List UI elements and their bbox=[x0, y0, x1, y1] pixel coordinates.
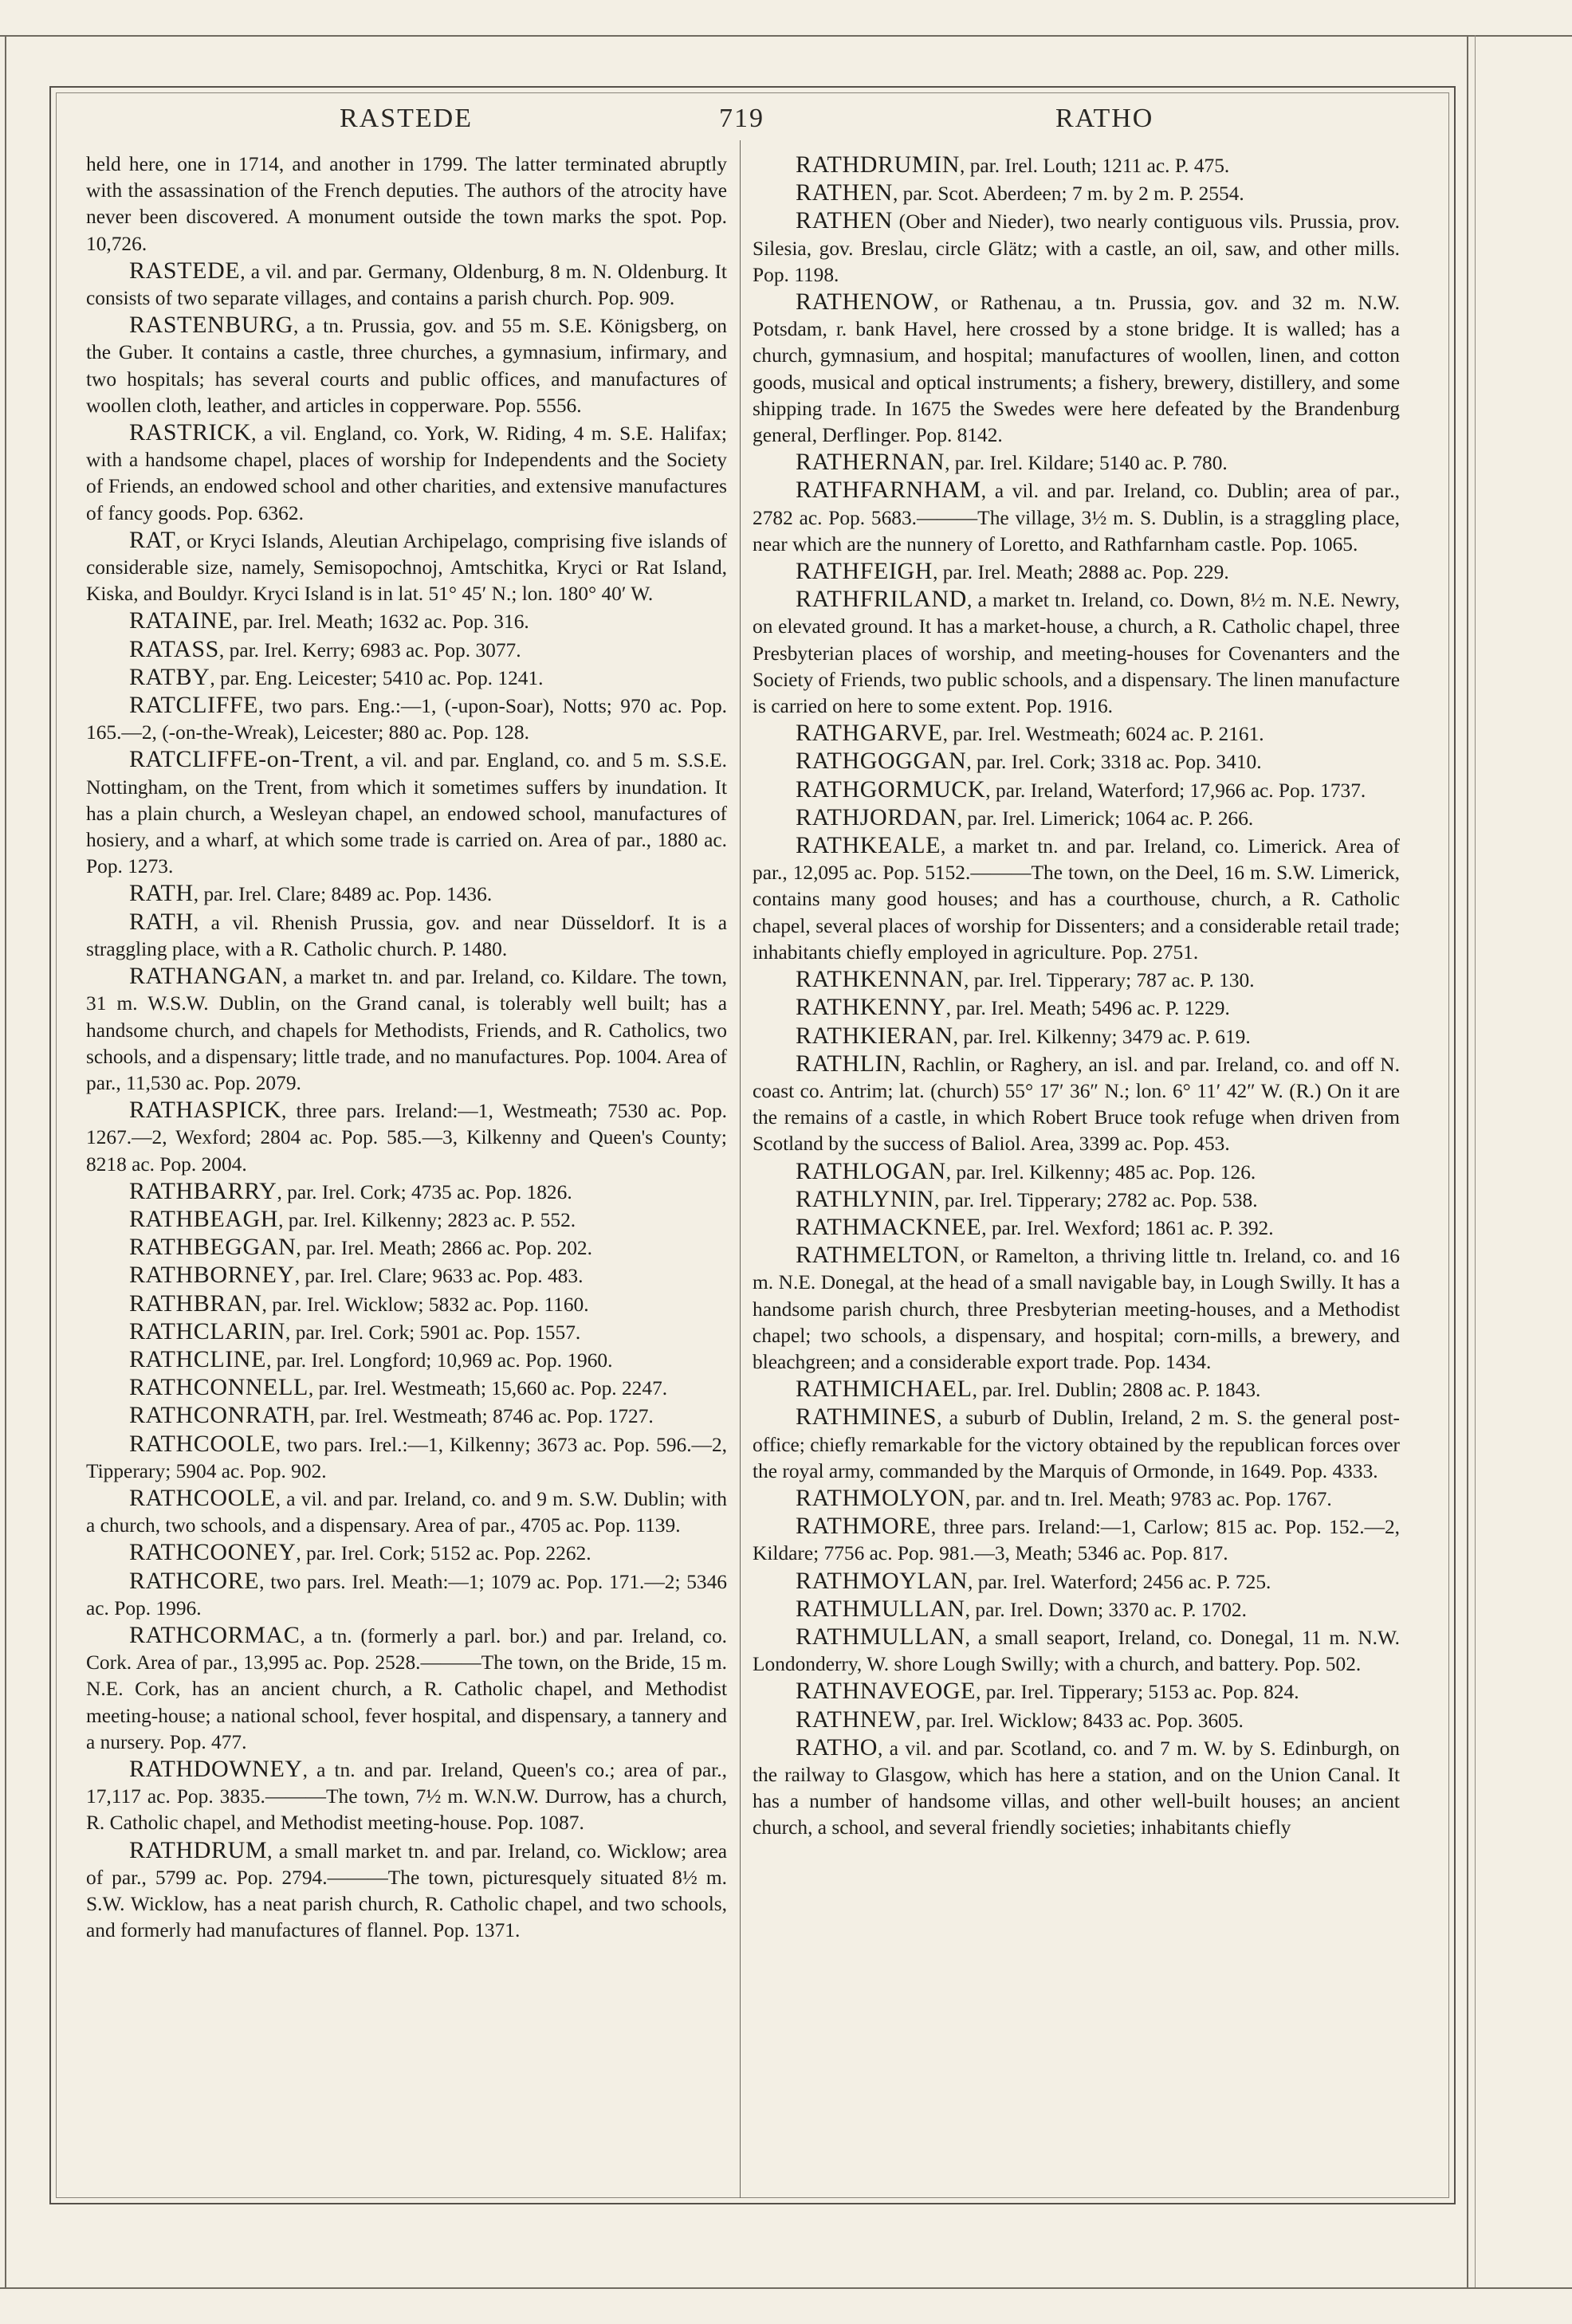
entry-headword: RATHCLARIN bbox=[129, 1317, 286, 1345]
entry-headword: RATHMELTON bbox=[796, 1242, 961, 1269]
entry-headword: RATHBRAN bbox=[129, 1290, 262, 1317]
entry-headword: RATHENOW bbox=[796, 289, 934, 316]
gazetteer-entry bbox=[86, 1318, 727, 1346]
outer-rule-top bbox=[0, 35, 1572, 37]
entry-headword: RATHBORNEY bbox=[129, 1262, 295, 1289]
gazetteer-entry bbox=[86, 1756, 727, 1837]
entry-text: , a tn. Prussia, gov. and 55 m. S.E. Königsberg, on the Guber. It contains a castle, three churches, a gymnasium, infirmary, and two hospitals; has several courts and public offices, and manufactures of woollen cloth, leather, and articles in copperware. Pop. 5556. bbox=[86, 315, 727, 417]
entry-text: , a small seaport, Ireland, co. Donegal, 11 m. N.W. Londonderry, W. shore Lough Swilly; with a church, and battery. Pop. 502. bbox=[753, 1626, 1400, 1676]
gazetteer-entry bbox=[86, 664, 727, 692]
entry-headword: RATHCOOLE bbox=[129, 1484, 276, 1511]
gazetteer-entry bbox=[86, 527, 727, 608]
entry-text: , par. Irel. Cork; 5901 ac. Pop. 1557. bbox=[285, 1321, 581, 1344]
entry-headword: RATH bbox=[129, 908, 194, 935]
entry-text: , par. and tn. Irel. Meath; 9783 ac. Pop. 1767. bbox=[965, 1487, 1332, 1510]
entry-text: , par. Irel. Limerick; 1064 ac. P. 266. bbox=[957, 807, 1254, 830]
gazetteer-entry bbox=[753, 1734, 1400, 1842]
gazetteer-entry bbox=[86, 1234, 727, 1262]
header-left-word: RASTEDE bbox=[340, 104, 473, 133]
gazetteer-entry bbox=[86, 909, 727, 963]
entry-text: , par. Irel. Meath; 2888 ac. Pop. 229. bbox=[933, 561, 1229, 584]
entry-text: , par. Irel. Dublin; 2808 ac. P. 1843. bbox=[972, 1379, 1261, 1402]
entry-headword: RATHMOYLAN bbox=[796, 1567, 968, 1594]
entry-headword: RATHCOOLE bbox=[129, 1430, 276, 1457]
entry-text: , par. Irel. Louth; 1211 ac. P. 475. bbox=[960, 155, 1230, 177]
gazetteer-entry bbox=[753, 1242, 1400, 1376]
gazetteer-entry bbox=[753, 449, 1400, 477]
gazetteer-entry bbox=[753, 966, 1400, 994]
entry-headword: RATBY bbox=[129, 663, 210, 690]
entry-headword: RASTEDE bbox=[129, 257, 241, 284]
entry-headword: RATHBARRY bbox=[129, 1177, 277, 1204]
entry-headword: RATHGOGGAN bbox=[796, 748, 967, 775]
entry-text: , par. Irel. Kilkenny; 3479 ac. P. 619. bbox=[953, 1025, 1251, 1048]
gazetteer-entry bbox=[753, 1186, 1400, 1214]
entry-text: , a market tn. and par. Ireland, co. Limerick. Area of par., 12,095 ac. Pop. 5152.———The town, on the Deel, 16 m. S.W. Limerick, contains many good houses; and has a courthouse, church, a R. Catholic chapel, several places of worship for Dissenters; and a considerable retail trade; inhabitants chiefly employed in agriculture. Pop. 2751. bbox=[753, 835, 1400, 964]
entry-headword: RATASS bbox=[129, 635, 219, 662]
gazetteer-entry bbox=[86, 963, 727, 1097]
gazetteer-entry bbox=[86, 1374, 727, 1402]
entry-text: , a market tn. Ireland, co. Down, 8½ m. N.E. Newry, on elevated ground. It has a market-house, a church, a R. Catholic chapel, three Presbyterian places of worship, and meeting-houses for Covenanters and the Society of Friends, two public schools, and a dispensary. The linen manufacture is carried on here to some extent. Pop. 1916. bbox=[753, 589, 1400, 718]
entry-headword: RATHCOONEY bbox=[129, 1539, 297, 1566]
gazetteer-entry bbox=[86, 1485, 727, 1539]
entry-headword: RATHO bbox=[796, 1733, 878, 1761]
entry-text: , a tn. (formerly a parl. bor.) and par. Ireland, co. Cork. Area of par., 13,995 ac. Pop. 2528.———The town, on the Bride, 15 m. N.E. Cork, has an ancient church, a R. Catholic chapel, and Methodist meeting-house; a national school, fever hospital, and dispensary, a tannery and a nursery. Pop. 477. bbox=[86, 1624, 727, 1753]
entry-headword: RATHLIN bbox=[796, 1050, 902, 1077]
entry-headword: RATHCORE bbox=[129, 1567, 260, 1594]
gazetteer-entry bbox=[753, 1158, 1400, 1186]
gazetteer-entry bbox=[86, 1206, 727, 1234]
entry-text: , par. Irel. Clare; 9633 ac. Pop. 483. bbox=[294, 1265, 584, 1288]
entry-headword: RATHMULLAN bbox=[796, 1595, 965, 1622]
gazetteer-entry bbox=[753, 477, 1400, 558]
entry-text: , or Kryci Islands, Aleutian Archipelago, comprising five islands of considerable size, namely, Semisopochnoj, Amtschitka, Kryci or Rat Island, Kiska, and Bouldyr. Kryci Island is in lat. 51° 45′ N.; lon. 180° 40′ W. bbox=[86, 529, 727, 606]
entry-headword: RATHLOGAN bbox=[796, 1157, 946, 1184]
entry-headword: RATHCLINE bbox=[129, 1345, 267, 1372]
gazetteer-entry bbox=[753, 1513, 1400, 1567]
entry-headword: RATCLIFFE-on-Trent bbox=[129, 746, 354, 773]
entry-headword: RATAINE bbox=[129, 607, 234, 634]
entry-headword: RATHMICHAEL bbox=[796, 1376, 973, 1403]
gazetteer-entry bbox=[86, 880, 727, 908]
gazetteer-entry bbox=[86, 312, 727, 419]
gazetteer-entry bbox=[86, 1539, 727, 1567]
gazetteer-entry bbox=[753, 1623, 1400, 1678]
gazetteer-entry bbox=[86, 1568, 727, 1622]
entry-text: , par. Irel. Westmeath; 15,660 ac. Pop. 2247. bbox=[308, 1377, 668, 1400]
entry-headword: RATHCONNELL bbox=[129, 1374, 309, 1401]
entry-text: , a vil. England, co. York, W. Riding, 4 m. S.E. Halifax; with a handsome chapel, places of worship for Independents and the Society of Friends, an endowed school and other charities, and extensive manufactures of fancy goods. Pop. 6362. bbox=[86, 422, 727, 524]
entry-text: , a market tn. and par. Ireland, co. Kildare. The town, 31 m. W.S.W. Dublin, on the Grand canal, is tolerably well built; has a handsome church, and chapels for Methodists, Friends, and R. Catholics, two schools, and a dispensary; little trade, and no manufactures. Pop. 1004. Area of par., 11,530 ac. Pop. 2079. bbox=[86, 966, 727, 1094]
entry-headword: RATHNEW bbox=[796, 1706, 916, 1733]
entry-text: , a vil. and par. England, co. and 5 m. S.S.E. Nottingham, on the Trent, from which it sometimes suffers by inundation. It has a plain church, a Wesleyan chapel, an endowed school, manufactures of hosiery, and a wharf, at which some trade is carried on. Area of par., 1880 ac. Pop. 1273. bbox=[86, 749, 727, 878]
entry-text: , par. Irel. Wicklow; 5832 ac. Pop. 1160. bbox=[261, 1293, 589, 1316]
entry-text: , a vil. and par. Ireland, co. Dublin; area of par., 2782 ac. Pop. 5683.———The village, 3½ m. S. Dublin, is a straggling place, near which are the nunnery of Loretto, and Rathfarnham castle. Pop. 1065. bbox=[753, 480, 1400, 555]
entry-text: , two pars. Irel. Meath:—1; 1079 ac. Pop. 171.—2; 5346 ac. Pop. 1996. bbox=[86, 1570, 727, 1619]
entry-text: , par. Irel. Meath; 1632 ac. Pop. 316. bbox=[233, 610, 529, 634]
gazetteer-entry bbox=[753, 1596, 1400, 1623]
entry-text: , two pars. Eng.:—1, (-upon-Soar), Notts; 970 ac. Pop. 165.—2, (-on-the-Wreak), Leicester; 880 ac. Pop. 128. bbox=[86, 695, 727, 744]
entry-text: , par. Irel. Waterford; 2456 ac. P. 725. bbox=[968, 1570, 1271, 1593]
entry-text: , a vil. Rhenish Prussia, gov. and near Düsseldorf. It is a straggling place, with a R. Catholic church. P. 1480. bbox=[86, 911, 727, 960]
entry-headword: RATHERNAN bbox=[796, 449, 945, 476]
gazetteer-entry bbox=[86, 1837, 727, 1945]
entry-text: , three pars. Ireland:—1, Westmeath; 7530 ac. Pop. 1267.—2, Wexford; 2804 ac. Pop. 585.—3, Kilkenny and Queen's County; 8218 ac. Pop. 2004. bbox=[86, 1100, 727, 1176]
entry-headword: RATHKEALE bbox=[796, 832, 941, 859]
entry-headword: RASTENBURG bbox=[129, 312, 294, 339]
entry-text: , par. Irel. Tipperary; 5153 ac. Pop. 824. bbox=[976, 1681, 1299, 1704]
right-column bbox=[753, 151, 1400, 1842]
gazetteer-entry bbox=[753, 776, 1400, 804]
entry-headword: RATHFEIGH bbox=[796, 558, 933, 585]
entry-headword: RATHKENNY bbox=[796, 994, 946, 1021]
entry-text: (Ober and Nieder), two nearly contiguous vils. Prussia, prov. Silesia, gov. Breslau, circle Glätz; with a castle, an oil, saw, and other mills. Pop. 1198. bbox=[753, 210, 1400, 286]
gazetteer-entry bbox=[753, 179, 1400, 207]
entry-text: , a vil. and par. Scotland, co. and 7 m. W. by S. Edinburgh, on the railway to Glasgow, which has here a station, and on the Union Canal. It has a number of handsome villas, and other well-built houses; an ancient church, a school, and several friendly societies; inhabitants chiefly bbox=[753, 1737, 1400, 1839]
entry-text: , a vil. and par. Germany, Oldenburg, 8 m. N. Oldenburg. It consists of two separate villages, and contains a parish church. Pop. 909. bbox=[86, 260, 727, 310]
entry-headword: RATHJORDAN bbox=[796, 803, 957, 830]
gazetteer-entry bbox=[753, 1568, 1400, 1596]
outer-rule-left bbox=[5, 35, 6, 2287]
gazetteer-entry bbox=[753, 804, 1400, 832]
gazetteer-entry bbox=[753, 748, 1400, 775]
entry-headword: RATHMACKNEE bbox=[796, 1213, 982, 1240]
header-right-word: RATHO bbox=[1055, 104, 1154, 133]
entry-text: held here, one in 1714, and another in 1799. The latter terminated abruptly with the assassination of the French deputies. The authors of the atrocity have never been discovered. A monument outside the town marks the spot. Pop. 10,726. bbox=[86, 153, 727, 255]
entry-headword: RATHCORMAC bbox=[129, 1621, 301, 1648]
entry-text: , par. Irel. Kilkenny; 485 ac. Pop. 126. bbox=[945, 1160, 1256, 1184]
gazetteer-entry bbox=[86, 692, 727, 746]
gazetteer-entry bbox=[86, 151, 727, 257]
entry-text: , a tn. and par. Ireland, Queen's co.; area of par., 17,117 ac. Pop. 3835.———The town, 7½ m. W.N.W. Durrow, has a church, R. Catholic chapel, and Methodist meeting-house. Pop. 1087. bbox=[86, 1758, 727, 1835]
gazetteer-entry bbox=[86, 257, 727, 312]
entry-text: , two pars. Irel.:—1, Kilkenny; 3673 ac. Pop. 596.—2, Tipperary; 5904 ac. Pop. 902. bbox=[86, 1433, 727, 1482]
entry-text: , par. Irel. Cork; 4735 ac. Pop. 1826. bbox=[277, 1180, 572, 1203]
entry-headword: RATHDRUM bbox=[129, 1836, 268, 1863]
entry-text: , par. Irel. Tipperary; 2782 ac. Pop. 538. bbox=[934, 1188, 1258, 1211]
entry-headword: RATH bbox=[129, 880, 194, 907]
gazetteer-entry bbox=[753, 1485, 1400, 1513]
page-number: 719 bbox=[719, 104, 764, 133]
gazetteer-entry bbox=[753, 1403, 1400, 1485]
entry-text: , Rachlin, or Raghery, an isl. and par. Ireland, co. and off N. coast co. Antrim; lat. (church) 55° 17′ 36″ N.; lon. 6° 11′ 42″ W. (R.) On it are the remains of a castle, in which Robert Bruce took refuge when driven from Scotland by the success of Baliol. Area, 3399 ac. Pop. 453. bbox=[753, 1053, 1400, 1156]
gazetteer-entry bbox=[86, 1622, 727, 1756]
entry-headword: RATHFRILAND bbox=[796, 586, 967, 613]
entry-text: , par. Irel. Clare; 8489 ac. Pop. 1436. bbox=[193, 883, 493, 906]
entry-text: , par. Irel. Tipperary; 787 ac. P. 130. bbox=[964, 969, 1255, 992]
entry-text: , a small market tn. and par. Ireland, co. Wicklow; area of par., 5799 ac. Pop. 2794.———The town, picturesquely situated 8½ m. S.W. Wicklow, has a neat parish church, R. Catholic chapel, and two schools, and formerly had manufactures of flannel. Pop. 1371. bbox=[86, 1839, 727, 1942]
gazetteer-entry bbox=[86, 1097, 727, 1178]
entry-text: , or Ramelton, a thriving little tn. Ireland, co. and 16 m. N.E. Donegal, at the head of a small navigable bay, in Lough Swilly. It has a handsome parish church, three Presbyterian meeting-houses, and a Methodist chapel; two schools, a dispensary, and hospital; corn-mills, a brewery, and bleachgreen; and a considerable export trade. Pop. 1434. bbox=[753, 1245, 1400, 1373]
column-divider bbox=[740, 140, 741, 2198]
entry-headword: RASTRICK bbox=[129, 419, 252, 446]
gazetteer-entry bbox=[86, 1402, 727, 1430]
entry-headword: RATHEN bbox=[796, 179, 893, 206]
entry-headword: RATHDRUMIN bbox=[796, 151, 961, 178]
gazetteer-entry bbox=[753, 832, 1400, 966]
gazetteer-entry bbox=[753, 1050, 1400, 1158]
gazetteer-entry bbox=[753, 586, 1400, 720]
gazetteer-entry bbox=[753, 1023, 1400, 1050]
entry-headword: RATHBEAGH bbox=[129, 1205, 279, 1232]
gazetteer-entry bbox=[753, 1376, 1400, 1403]
running-header bbox=[56, 100, 1449, 140]
entry-headword: RATHLYNIN bbox=[796, 1185, 935, 1212]
gazetteer-entry bbox=[753, 207, 1400, 289]
entry-text: , par. Irel. Wicklow; 8433 ac. Pop. 3605. bbox=[915, 1709, 1244, 1732]
gazetteer-entry bbox=[753, 1214, 1400, 1242]
entry-headword: RATHKIERAN bbox=[796, 1022, 953, 1049]
entry-text: , par. Irel. Meath; 5496 ac. P. 1229. bbox=[945, 997, 1230, 1020]
entry-text: , a vil. and par. Ireland, co. and 9 m. S.W. Dublin; with a church, two schools, and a dispensary. Area of par., 4705 ac. Pop. 1139. bbox=[86, 1487, 727, 1537]
gazetteer-entry bbox=[86, 1178, 727, 1206]
gazetteer-entry bbox=[86, 746, 727, 880]
entry-headword: RATHMULLAN bbox=[796, 1623, 965, 1650]
entry-text: , par. Eng. Leicester; 5410 ac. Pop. 1241. bbox=[210, 666, 544, 689]
gazetteer-entry bbox=[86, 607, 727, 635]
entry-headword: RATHCONRATH bbox=[129, 1402, 310, 1429]
gazetteer-entry bbox=[753, 289, 1400, 449]
gazetteer-entry bbox=[753, 558, 1400, 586]
entry-headword: RATHMOLYON bbox=[796, 1484, 965, 1511]
gazetteer-entry bbox=[86, 419, 727, 527]
entry-headword: RATHMORE bbox=[796, 1513, 931, 1540]
entry-text: , par. Irel. Wexford; 1861 ac. P. 392. bbox=[981, 1216, 1274, 1239]
entry-text: , par. Irel. Cork; 5152 ac. Pop. 2262. bbox=[296, 1542, 591, 1565]
entry-headword: RATHFARNHAM bbox=[796, 477, 981, 504]
gazetteer-entry bbox=[753, 720, 1400, 748]
outer-rule-right bbox=[1467, 35, 1468, 2287]
entry-headword: RATHEN bbox=[796, 207, 893, 234]
entry-headword: RATHASPICK bbox=[129, 1097, 282, 1124]
entry-text: , or Rathenau, a tn. Prussia, gov. and 32 m. N.W. Potsdam, r. bank Havel, here crossed by a stone bridge. It is walled; has a church, gymnasium, and hospital; manufactures of woollen, linen, and cotton goods, musical and optical instruments; a fishery, brewery, distillery, and some shipping trade. In 1675 the Swedes were here defeated by the Brandenburg general, Derflinger. Pop. 8142. bbox=[753, 292, 1400, 447]
gazetteer-entry bbox=[86, 1290, 727, 1318]
entry-headword: RATHDOWNEY bbox=[129, 1755, 303, 1782]
entry-headword: RAT bbox=[129, 526, 176, 553]
entry-headword: RATCLIFFE bbox=[129, 692, 259, 719]
gazetteer-entry bbox=[753, 1706, 1400, 1734]
entry-headword: RATHNAVEOGE bbox=[796, 1678, 977, 1705]
gazetteer-entry bbox=[753, 994, 1400, 1022]
entry-text: , a suburb of Dublin, Ireland, 2 m. S. the general post-office; chiefly remarkable for the victory obtained by the republican forces over the royal army, commanded by the Marquis of Ormonde, in 1649. Pop. 4333. bbox=[753, 1407, 1400, 1482]
left-column bbox=[86, 151, 727, 1944]
entry-text: , par. Irel. Westmeath; 8746 ac. Pop. 1727. bbox=[309, 1405, 654, 1428]
gazetteer-entry bbox=[86, 1346, 727, 1374]
entry-headword: RATHBEGGAN bbox=[129, 1234, 297, 1261]
entry-text: , par. Ireland, Waterford; 17,966 ac. Pop. 1737. bbox=[985, 779, 1366, 802]
entry-headword: RATHGARVE bbox=[796, 720, 943, 747]
gazetteer-entry bbox=[86, 636, 727, 664]
gazetteer-entry bbox=[753, 1678, 1400, 1706]
entry-text: , par. Irel. Westmeath; 6024 ac. P. 2161. bbox=[942, 723, 1264, 746]
entry-text: , three pars. Ireland:—1, Carlow; 815 ac. Pop. 152.—2, Kildare; 7756 ac. Pop. 981.—3, Meath; 5346 ac. Pop. 817. bbox=[753, 1516, 1400, 1565]
entry-text: , par. Irel. Longford; 10,969 ac. Pop. 1960. bbox=[266, 1348, 613, 1372]
gazetteer-entry bbox=[86, 1262, 727, 1290]
gazetteer-entry bbox=[753, 151, 1400, 179]
gazetteer-entry bbox=[86, 1431, 727, 1485]
entry-text: , par. Irel. Cork; 3318 ac. Pop. 3410. bbox=[966, 751, 1262, 774]
entry-text: , par. Irel. Down; 3370 ac. P. 1702. bbox=[965, 1598, 1247, 1621]
entry-text: , par. Scot. Aberdeen; 7 m. by 2 m. P. 2554. bbox=[892, 183, 1244, 206]
entry-text: , par. Irel. Kilkenny; 2823 ac. P. 552. bbox=[278, 1208, 576, 1231]
outer-rule-bottom bbox=[0, 2287, 1572, 2289]
entry-text: , par. Irel. Kerry; 6983 ac. Pop. 3077. bbox=[218, 638, 521, 661]
entry-headword: RATHGORMUCK bbox=[796, 775, 986, 803]
entry-headword: RATHMINES bbox=[796, 1403, 937, 1431]
entry-text: , par. Irel. Kildare; 5140 ac. P. 780. bbox=[945, 452, 1228, 475]
entry-text: , par. Irel. Meath; 2866 ac. Pop. 202. bbox=[296, 1237, 592, 1260]
entry-headword: RATHANGAN bbox=[129, 963, 283, 990]
outer-rule-right-inner bbox=[1475, 35, 1476, 2287]
entry-headword: RATHKENNAN bbox=[796, 966, 964, 993]
